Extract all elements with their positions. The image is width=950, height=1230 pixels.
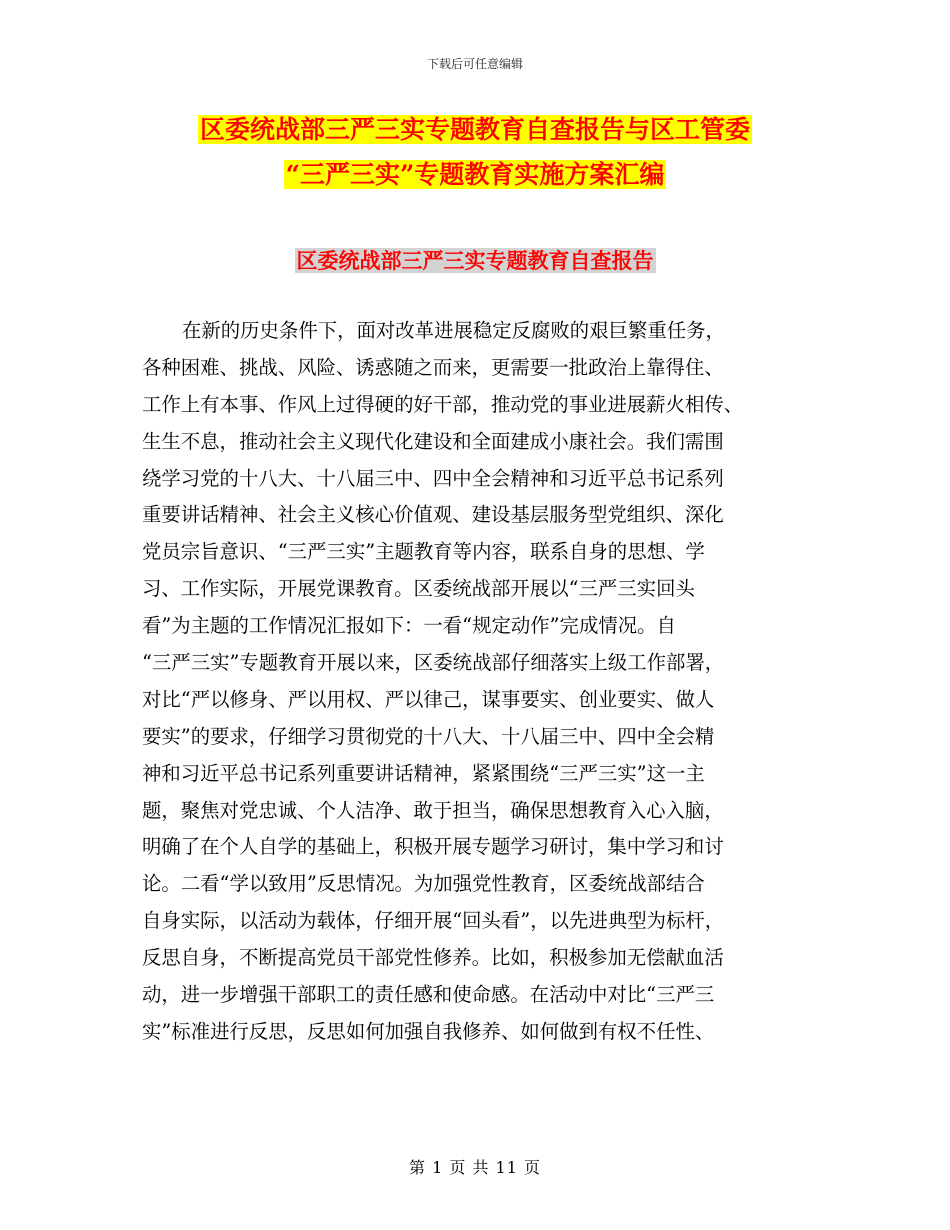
body-line: 动，进一步增强干部职工的责任感和使命感。在活动中对比“三严三 — [142, 983, 715, 1007]
body-line: 生生不息，推动社会主义现代化建设和全面建成小康社会。我们需围 — [142, 429, 724, 453]
body-line: 论。二看“学以致用”反思情况。为加强党性教育，区委统战部结合 — [142, 872, 705, 896]
body-line: 对比“严以修身、严以用权、严以律己，谋事要实、创业要实、做人 — [142, 687, 715, 711]
body-line: 题，聚焦对党忠诚、个人洁净、敢于担当，确保思想教育入心入脑， — [142, 798, 724, 822]
body-line: 重要讲话精神、社会主义核心价值观、建设基层服务型党组织、深化 — [142, 503, 724, 527]
body-line: 习、工作实际，开展党课教育。区委统战部开展以“三严三实回头 — [142, 577, 695, 601]
body-line: 在新的历史条件下，面对改革进展稳定反腐败的艰巨繁重任务， — [182, 319, 725, 342]
body-line: 看”为主题的工作情况汇报如下：一看“规定动作”完成情况。自 — [142, 614, 676, 638]
body-line: 反思自身，不断提高党员干部党性修养。比如，积极参加无偿献血活 — [142, 946, 724, 970]
document-title-line-2 — [0, 158, 950, 192]
body-line: 自身实际，以活动为载体，仔细开展“回头看”，以先进典型为标杆， — [142, 909, 725, 933]
document-title-line-2-text: “三严三实”专题教育实施方案汇编 — [285, 160, 665, 189]
section-title — [0, 246, 950, 276]
body-line: 要实”的要求，仔细学习贯彻党的十八大、十八届三中、四中全会精 — [142, 724, 715, 748]
body-paragraph — [142, 313, 802, 1051]
body-line: 明确了在个人自学的基础上，积极开展专题学习研讨，集中学习和讨 — [142, 835, 724, 859]
body-line: 各种困难、挑战、风险、诱惑随之而来，更需要一批政治上靠得住、 — [142, 355, 724, 379]
page-header-note: 下载后可任意编辑 — [426, 57, 523, 71]
body-line: “三严三实”专题教育开展以来，区委统战部仔细落实上级工作部署， — [142, 651, 725, 675]
body-line: 党员宗旨意识、“三严三实”主题教育等内容，联系自身的思想、学 — [142, 540, 705, 564]
body-line: 实”标准进行反思，反思如何加强自我修养、如何做到有权不任性、 — [142, 1019, 715, 1043]
body-line: 绕学习党的十八大、十八届三中、四中全会精神和习近平总书记系列 — [142, 466, 724, 490]
document-title-line-1 — [0, 113, 950, 147]
section-title-text: 区委统战部三严三实专题教育自查报告 — [296, 248, 654, 273]
document-title-line-1-text: 区委统战部三严三实专题教育自查报告与区工管委 — [199, 115, 750, 144]
body-line: 神和习近平总书记系列重要讲话精神，紧紧围绕“三严三实”这一主 — [142, 761, 705, 785]
body-line: 工作上有本事、作风上过得硬的好干部，推动党的事业进展薪火相传、 — [142, 392, 744, 416]
page-number-footer: 第 1 页 共 11 页 — [409, 1158, 541, 1177]
